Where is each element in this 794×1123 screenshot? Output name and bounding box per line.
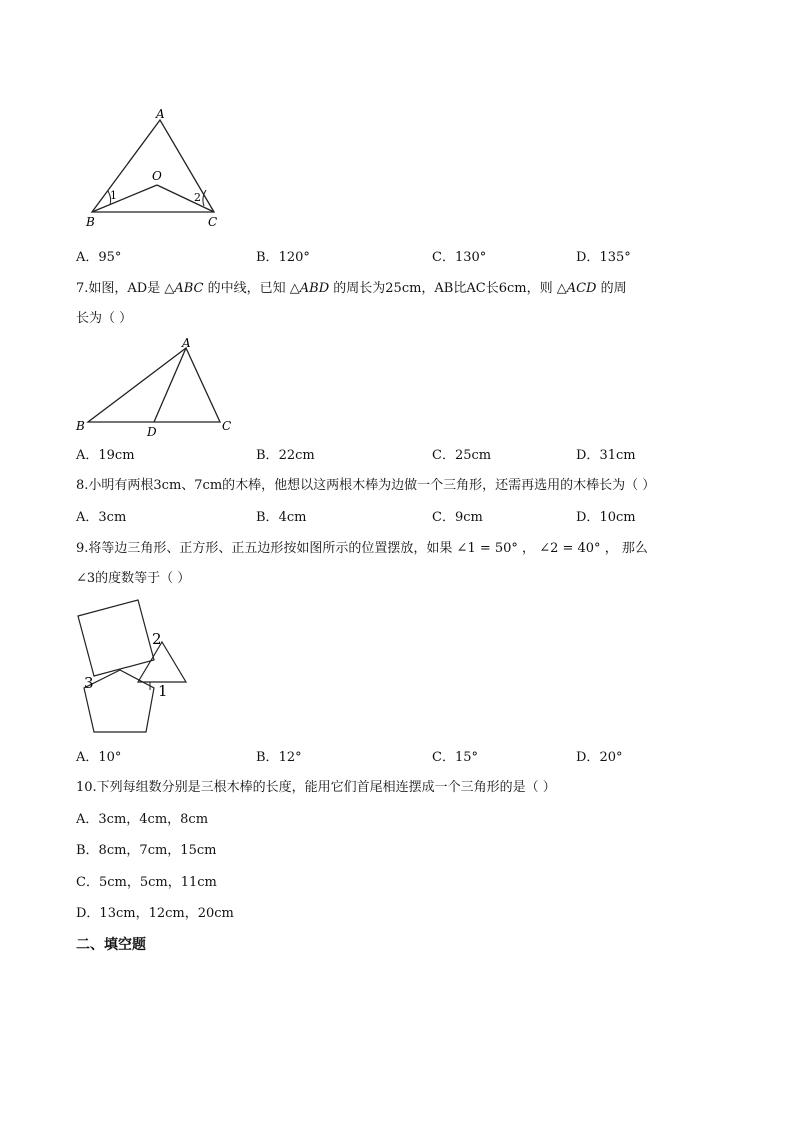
triangle-abc-outline — [88, 348, 220, 422]
q9-option-d[interactable]: D．20° — [576, 750, 623, 765]
label-a: A — [156, 108, 165, 121]
q9-question-line1: 9.将等边三角形、正方形、正五边形按如图所示的位置摆放，如果 ∠1 = 50° ， ∠2 = 40° ， 那么 — [76, 541, 648, 556]
q7-option-b[interactable]: B．22cm — [256, 448, 315, 463]
q9-option-a[interactable]: A．10° — [76, 750, 122, 765]
section-title-fill-in: 二、填空题 — [76, 937, 146, 953]
q10-option-c[interactable]: C．5cm，5cm，11cm — [76, 875, 217, 890]
q6-option-d[interactable]: D．135° — [576, 250, 631, 265]
q10-question: 10.下列每组数分别是三根木棒的长度，能用它们首尾相连摆成一个三角形的是（ ） — [76, 780, 556, 795]
label-c: C — [208, 215, 218, 229]
figure-q7-triangle — [74, 336, 239, 441]
q8-option-a[interactable]: A．3cm — [76, 510, 127, 525]
label-angle-2: 2 — [194, 191, 201, 204]
q9-option-c[interactable]: C．15° — [432, 750, 478, 765]
q10-option-a[interactable]: A．3cm，4cm，8cm — [76, 812, 209, 827]
q9-question-line2: ∠3的度数等于（ ） — [76, 571, 191, 586]
median-ad — [154, 348, 186, 422]
label-a: A — [182, 336, 191, 350]
label-o: O — [152, 169, 162, 183]
q7-option-a[interactable]: A．19cm — [76, 448, 135, 463]
label-d: D — [147, 425, 157, 439]
q10-option-d[interactable]: D．13cm，12cm，20cm — [76, 906, 234, 921]
q7-question-line1: 7.如图，AD是 △ABC 的中线，已知 △ABD 的周长为25cm，AB比AC长6cm，则 △ACD 的周 — [76, 281, 627, 296]
q8-option-d[interactable]: D．10cm — [576, 510, 636, 525]
q8-option-b[interactable]: B．4cm — [256, 510, 307, 525]
q7-option-d[interactable]: D．31cm — [576, 448, 636, 463]
figure-q9-shapes — [74, 596, 194, 740]
square-shape — [78, 600, 154, 676]
pentagon-shape — [84, 670, 154, 732]
label-angle-1: 1 — [158, 682, 168, 700]
label-angle-1: 1 — [110, 189, 117, 202]
q8-question: 8.小明有两根3cm、7cm的木棒，他想以这两根木棒为边做一个三角形，还需再选用的木棒长为（ ） — [76, 478, 656, 493]
q7-option-c[interactable]: C．25cm — [432, 448, 492, 463]
figure-q6-triangle — [80, 108, 230, 233]
q6-option-a[interactable]: A．95° — [76, 250, 122, 265]
q7-question-line2: 长为（ ） — [76, 311, 133, 326]
label-b: B — [76, 419, 85, 433]
q6-option-c[interactable]: C．130° — [432, 250, 487, 265]
q10-option-b[interactable]: B．8cm，7cm，15cm — [76, 843, 217, 858]
q6-option-b[interactable]: B．120° — [256, 250, 310, 265]
q9-option-b[interactable]: B．12° — [256, 750, 302, 765]
label-b: B — [86, 215, 95, 229]
q8-option-c[interactable]: C．9cm — [432, 510, 483, 525]
label-c: C — [222, 419, 232, 433]
label-angle-2: 2 — [152, 630, 162, 648]
label-angle-3: 3 — [84, 674, 94, 692]
